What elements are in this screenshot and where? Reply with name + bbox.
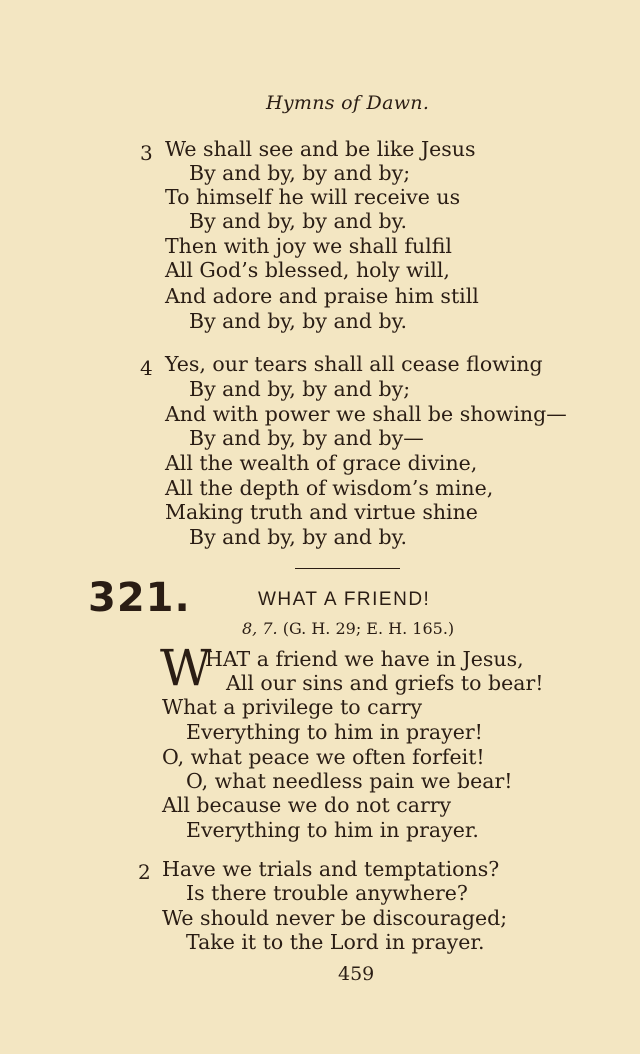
verse-line: And adore and praise him still [165,284,479,308]
verse-line: Have we trials and temptations? [162,857,500,881]
verse-line: Then with joy we shall fulfil [165,234,452,258]
verse-line: By and by, by and by. [189,209,408,233]
verse-line: HAT a friend we have in Jesus, [205,647,524,671]
verse-line: All the depth of wisdom’s mine, [165,476,494,500]
verse-line: Everything to him in prayer. [186,818,479,842]
verse-line: By and by, by and by. [189,309,408,333]
hymn-number: 321. [88,575,191,621]
meter-line [242,619,454,638]
verse-line: By and by, by and by; [189,161,411,185]
drop-cap: W [160,639,212,697]
verse-line: By and by, by and by; [189,377,411,401]
verse-line: We shall see and be like Jesus [165,137,476,161]
verse-line: O, what needless pain we bear! [186,769,513,793]
stanza-number: 2 [138,860,151,884]
verse-line: Yes, our tears shall all cease flowing [165,352,543,376]
hymnal-references: (G. H. 29; E. H. 165.) [282,619,455,638]
verse-line: Is there trouble anywhere? [186,881,468,905]
verse-line: By and by, by and by. [189,525,408,549]
stanza-number: 3 [140,141,153,165]
verse-line: O, what peace we often forfeit! [162,745,485,769]
verse-line: All because we do not carry [162,793,452,817]
verse-line: All God’s blessed, holy will, [165,258,450,282]
verse-line: Take it to the Lord in prayer. [186,930,485,954]
stanza-number: 4 [140,356,153,380]
verse-line: By and by, by and by— [189,426,424,450]
verse-line: To himself he will receive us [165,185,461,209]
verse-line: All our sins and griefs to bear! [226,671,544,695]
verse-line: What a privilege to carry [162,695,423,719]
verse-line: Making truth and virtue shine [165,500,478,524]
hymn-title: WHAT A FRIEND! [258,589,431,610]
verse-line: We should never be discouraged; [162,906,508,930]
running-head: Hymns of Dawn. [266,92,430,114]
verse-line: All the wealth of grace divine, [165,451,478,475]
verse-line: Everything to him in prayer! [186,720,483,744]
meter: 8, 7. [242,619,278,638]
page-number: 459 [338,963,375,985]
verse-line: And with power we shall be showing— [165,402,567,426]
section-divider [295,568,400,569]
